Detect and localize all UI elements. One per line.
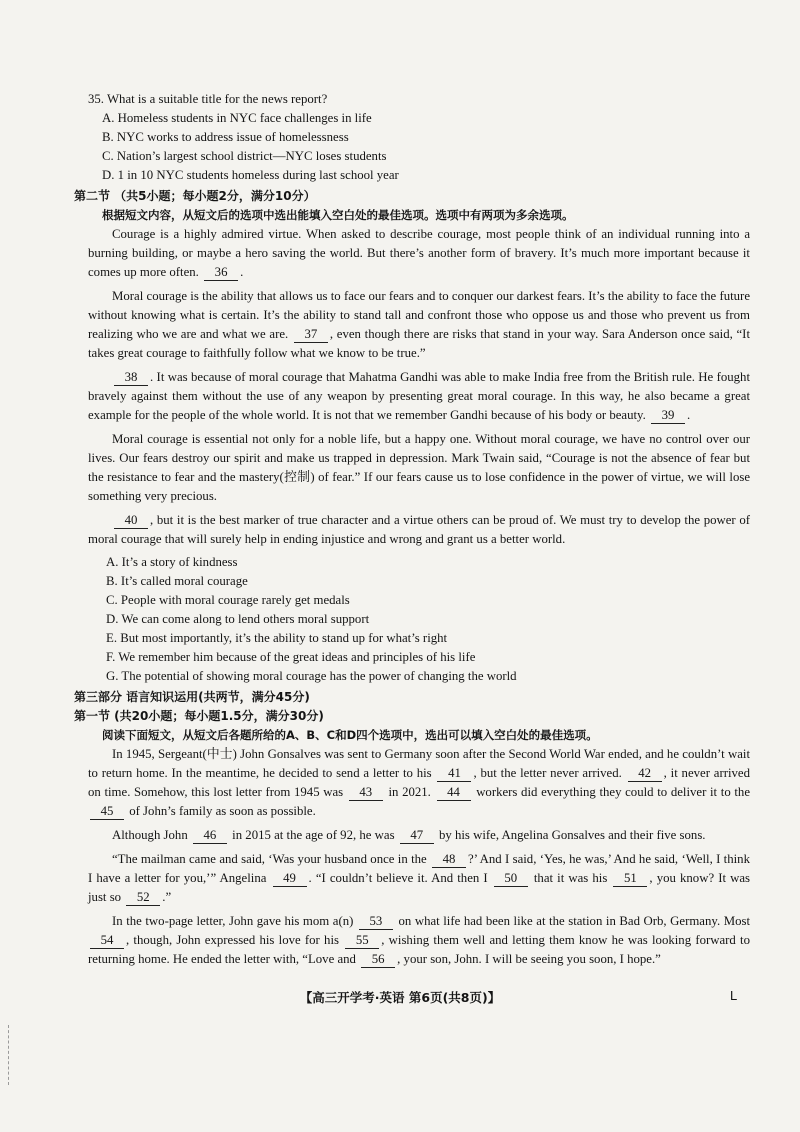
option-c: C. Nation’s largest school district—NYC loses students <box>102 149 387 163</box>
blank: 41 <box>437 766 471 782</box>
blank: 43 <box>349 785 383 801</box>
section-instruction: 阅读下面短文，从短文后各题所给的A、B、C和D四个选项中，选出可以填入空白处的最佳选项。 <box>102 728 598 742</box>
blank: 51 <box>613 871 647 887</box>
blank: 56 <box>361 952 395 968</box>
blank: 36 <box>204 265 238 281</box>
blank: 54 <box>90 933 124 949</box>
option-b: B. It’s called moral courage <box>106 574 248 588</box>
blank: 46 <box>193 828 227 844</box>
part-3 <box>74 688 751 969</box>
passage-paragraph: Moral courage is the ability that allows us to face our fears and to conquer our darkest fears. It’s the ability to face the future without knowing what is certain. It’s the ability to stand tall and confront those who oppose us and those who prevent us from realizing who we are and what we are. 37 , even though there are risks that stand in your way. Sara Anderson once said, “It takes great courage to faithfully follow what we know to be true.” <box>88 289 750 360</box>
blank: 40 <box>114 513 148 529</box>
option-d: D. We can come along to lend others moral support <box>106 612 370 626</box>
blank: 49 <box>273 871 307 887</box>
margin-mark <box>8 1025 10 1085</box>
blank: 42 <box>628 766 662 782</box>
option-d: D. 1 in 10 NYC students homeless during last school year <box>102 168 399 182</box>
passage-paragraph: Moral courage is essential not only for a noble life, but a happy one. Without moral courage, we have no control over our lives. Our fears destroy our spirit and make us trapped in depression. Mark Twain said, “Courage is not the absence of fear but the resistance to fear and the mastery(控制) of fear.” If our fears cause us to lose confidence in the power of virtue, we will lose something very precious. <box>88 432 750 503</box>
passage-paragraph: 38 . It was because of moral courage that Mahatma Gandhi was able to make India free from the British rule. He fought bravely against them without the use of any weapon by presenting great moral courage. In this way, he also became a great example for the people of the whole world. It is not that we remember Gandhi because of his body or beauty. 39 . <box>88 370 750 422</box>
blank: 39 <box>651 408 685 424</box>
page-content <box>74 90 751 969</box>
passage-paragraph: Although John 46 in 2015 at the age of 92, he was 47 by his wife, Angelina Gonsalves and their five sons. <box>112 828 706 842</box>
blank: 37 <box>294 327 328 343</box>
blank: 44 <box>437 785 471 801</box>
section-instruction: 根据短文内容，从短文后的选项中选出能填入空白处的最佳选项。选项中有两项为多余选项。 <box>102 208 574 222</box>
page-footer: 【高三开学考·英语 第6页(共8页)】 <box>299 990 501 1005</box>
part-heading: 第三部分 语言知识运用(共两节，满分45分) <box>74 690 310 704</box>
blank: 47 <box>400 828 434 844</box>
version-letter: L <box>730 988 738 1003</box>
option-a: A. Homeless students in NYC face challenges in life <box>102 111 372 125</box>
section-heading: 第二节 （共5小题；每小题2分，满分10分） <box>74 189 316 203</box>
blank: 50 <box>494 871 528 887</box>
passage-paragraph: In the two-page letter, John gave his mom a(n) 53 on what life had been like at the station in Bad Orb, Germany. Most 54 , though, John expressed his love for his 55 , wishing them well and letting them know he was looking forward to returning home. He ended the letter with, “Love and 56 , your son, John. I will be seeing you soon, I hope.” <box>88 914 751 966</box>
blank: 45 <box>90 804 124 820</box>
passage-paragraph: In 1945, Sergeant(中士) John Gonsalves was sent to Germany soon after the Second World War ended, and he couldn’t wait to return home. In the meantime, he decided to send a letter to his 41 , but the letter never arrived. 42 , it never arrived on time. Somehow, this lost letter from 1945 was 43 in 2021. 44 workers did everything they could to deliver it to the 45 of John’s family as soon as possible. <box>88 747 751 818</box>
passage-paragraph: Courage is a highly admired virtue. When asked to describe courage, most people think of an individual running into a burning building, or maybe a hero saving the world. But there’s another form of bravery. It’s much more important because it comes up more often. 36 . <box>88 227 750 279</box>
option-c: C. People with moral courage rarely get medals <box>106 593 350 607</box>
blank: 55 <box>345 933 379 949</box>
option-b: B. NYC works to address issue of homelessness <box>102 130 349 144</box>
option-list <box>88 553 750 686</box>
option-a: A. It’s a story of kindness <box>106 555 238 569</box>
option-g: G. The potential of showing moral courage has the power of changing the world <box>106 669 517 683</box>
option-f: F. We remember him because of the great ideas and principles of his life <box>106 650 476 664</box>
question-stem: 35. What is a suitable title for the news report? <box>88 92 328 106</box>
blank: 52 <box>126 890 160 906</box>
blank: 38 <box>114 370 148 386</box>
blank: 48 <box>432 852 466 868</box>
passage-paragraph: “The mailman came and said, ‘Was your husband once in the 48 ?’ And I said, ‘Yes, he was,’ And he said, ‘Well, I think I have a letter for you,’” Angelina 49 . “I couldn’t believe it. And then I 50 that it was his 51 , you know? It was just so 52 .” <box>88 852 751 904</box>
section-heading: 第一节 (共20小题；每小题1.5分，满分30分) <box>74 709 324 723</box>
section-2 <box>74 187 750 686</box>
question-35 <box>88 90 750 185</box>
passage-paragraph: 40 , but it is the best marker of true character and a virtue others can be proud of. We must try to develop the power of moral courage that will surely help in ending injustice and wrong and grant us a better world. <box>88 513 750 546</box>
blank: 53 <box>359 914 393 930</box>
option-e: E. But most importantly, it’s the ability to stand up for what’s right <box>106 631 448 645</box>
